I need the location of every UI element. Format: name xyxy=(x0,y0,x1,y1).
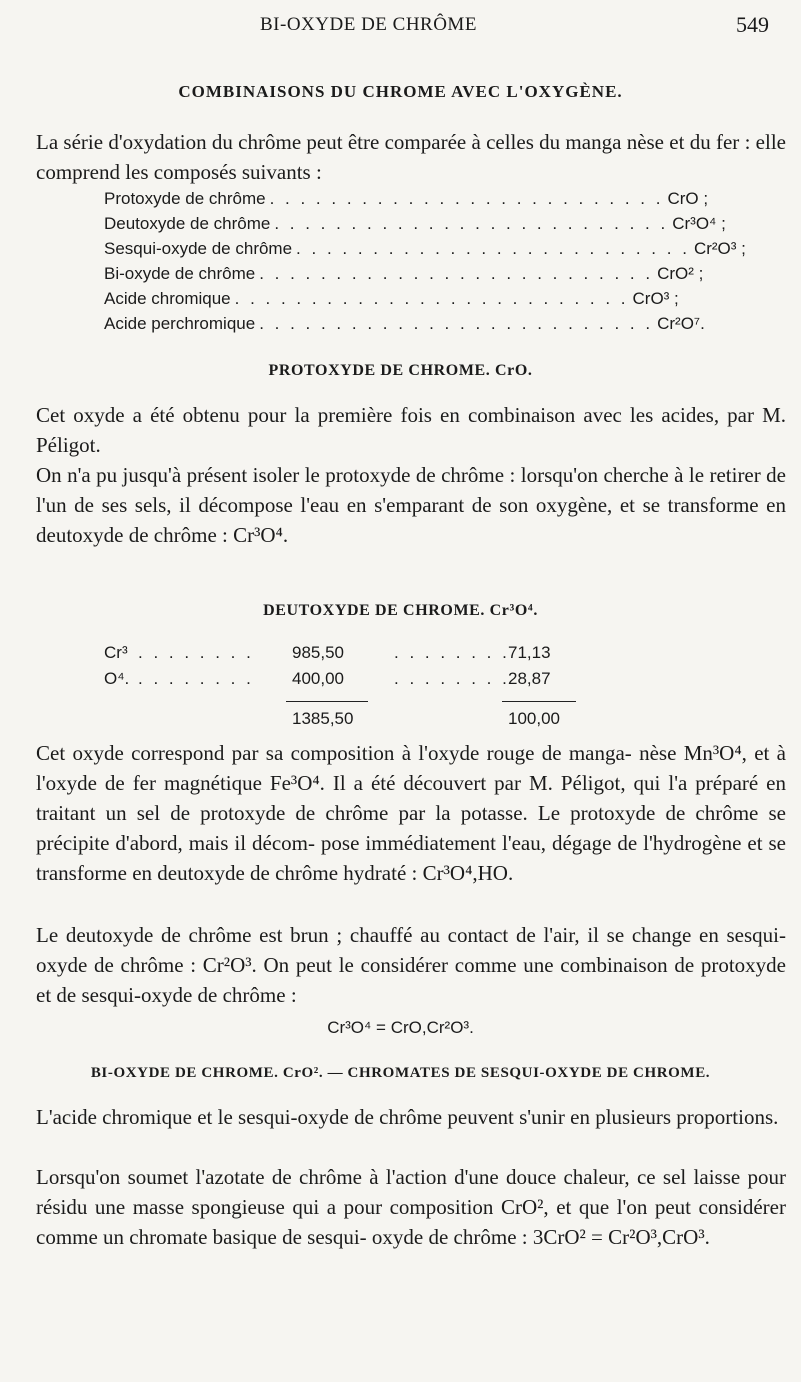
table-row xyxy=(104,643,624,669)
oxide-formula: Cr²O⁷. xyxy=(657,314,705,333)
element-cell: Cr³ xyxy=(104,643,128,662)
oxide-name: Deutoxyde de chrôme xyxy=(104,214,271,233)
leader-dots: . . . . . . . . xyxy=(394,669,510,688)
leader-dots: . . . . . . . . . . . . . . . . . . . . . . . . . . xyxy=(259,314,654,333)
bioxyde-paragraph-1: L'acide chromique et le sesqui-oxyde de chrôme peuvent s'unir en plusieurs proportions. xyxy=(36,1105,779,1129)
element-cell: O⁴. xyxy=(104,669,130,688)
section-title: COMBINAISONS DU CHROME AVEC L'OXYGÈNE. xyxy=(178,82,623,101)
page-number: 549 xyxy=(736,12,769,37)
oxide-name: Sesqui-oxyde de chrôme xyxy=(104,239,293,258)
leader-dots: . . . . . . . . xyxy=(394,643,510,662)
oxide-name: Bi-oxyde de chrôme xyxy=(104,264,256,283)
leader-dots: . . . . . . . . xyxy=(138,669,254,688)
total-row xyxy=(104,709,624,735)
table-row xyxy=(104,669,624,695)
leader-dots: . . . . . . . . xyxy=(138,643,254,662)
percent-cell: 28,87 xyxy=(508,669,551,688)
running-title: BI-OXYDE DE CHRÔME xyxy=(260,14,477,35)
total-percent: 100,00 xyxy=(508,709,560,728)
oxide-formula: CrO³ ; xyxy=(632,289,679,308)
oxide-formula: CrO ; xyxy=(667,189,709,208)
list-item xyxy=(104,289,679,314)
leader-dots: . . . . . . . . . . . . . . . . . . . . . . . . . . xyxy=(296,239,690,258)
composition-table xyxy=(104,643,624,735)
deutoxyde-paragraph-1: Cet oxyde correspond par sa composition à l'oxyde rouge de manga- nèse Mn³O⁴, et à l'oxyde de fer magnétique Fe³O⁴. Il a été découvert par M. Péligot, qui l'a préparé en traitant un sel de protoxyde de chrôme par la potasse. Le protoxyde de chrôme se précipite d'abord, mais il décom- pose immédiatement l'eau, dégage de l'hydrogène et se transforme en deutoxyde de chrôme hydraté : Cr³O⁴,HO. xyxy=(36,741,786,885)
protoxyde-heading: PROTOXYDE DE CHROME. CrO. xyxy=(268,362,533,379)
intro-paragraph: La série d'oxydation du chrôme peut être comparée à celles du manga nèse et du fer : elle comprend les composés suivants : xyxy=(36,130,786,184)
deutoxyde-formula: Cr³O⁴ = CrO,Cr²O³. xyxy=(327,1018,474,1037)
oxide-name: Protoxyde de chrôme xyxy=(104,189,266,208)
oxide-formula: Cr²O³ ; xyxy=(693,239,746,258)
leader-dots: . . . . . . . . . . . . . . . . . . . . . . . . . . xyxy=(269,189,664,208)
oxide-series-list xyxy=(104,189,746,339)
oxide-name: Acide chromique xyxy=(104,289,231,308)
bioxyde-heading: BI-OXYDE DE CHROME. CrO². — CHROMATES DE SESQUI-OXYDE DE CHROME. xyxy=(90,1065,711,1081)
deutoxyde-paragraph-2: Le deutoxyde de chrôme est brun ; chauffé au contact de l'air, il se change en sesqui-oxyde de chrôme : Cr²O³. On peut le considérer comme une combinaison de protoxyde et de sesqui-oxyde de chrôme : xyxy=(36,923,786,1007)
leader-dots: . . . . . . . . . . . . . . . . . . . . . . . . . . xyxy=(234,289,629,308)
list-item xyxy=(104,314,705,339)
leader-dots: . . . . . . . . . . . . . . . . . . . . . . . . . . xyxy=(274,214,669,233)
mass-cell: 400,00 xyxy=(292,669,344,688)
mass-cell: 985,50 xyxy=(292,643,344,662)
list-item xyxy=(104,189,709,214)
list-item xyxy=(104,264,704,289)
oxide-formula: Cr³O⁴ ; xyxy=(672,214,726,233)
percent-cell: 71,13 xyxy=(508,643,551,662)
running-head xyxy=(0,8,801,44)
leader-dots: . . . . . . . . . . . . . . . . . . . . . . . . . . xyxy=(259,264,654,283)
oxide-formula: CrO² ; xyxy=(657,264,704,283)
list-item xyxy=(104,239,746,264)
total-rule xyxy=(502,701,576,702)
bioxyde-paragraph-2: Lorsqu'on soumet l'azotate de chrôme à l'action d'une douce chaleur, ce sel laisse pour résidu une masse spongieuse qui a pour composition CrO², et que l'on peut considérer comme un chromate basique de sesqui- oxyde de chrôme : 3CrO² = Cr²O³,CrO³. xyxy=(36,1165,786,1249)
deutoxyde-heading: DEUTOXYDE DE CHROME. Cr³O⁴. xyxy=(263,602,538,619)
protoxyde-paragraph-2: On n'a pu jusqu'à présent isoler le protoxyde de chrôme : lorsqu'on cherche à le retirer de l'un de ses sels, il décompose l'eau en s'emparant de son oxygène, et se transforme en deutoxyde de chrôme : Cr³O⁴. xyxy=(36,463,786,547)
total-mass: 1385,50 xyxy=(292,709,354,728)
list-item xyxy=(104,214,726,239)
total-rule xyxy=(286,701,368,702)
protoxyde-paragraph-1: Cet oxyde a été obtenu pour la première fois en combinaison avec les acides, par M. Péligot. xyxy=(36,403,786,457)
oxide-name: Acide perchromique xyxy=(104,314,256,333)
